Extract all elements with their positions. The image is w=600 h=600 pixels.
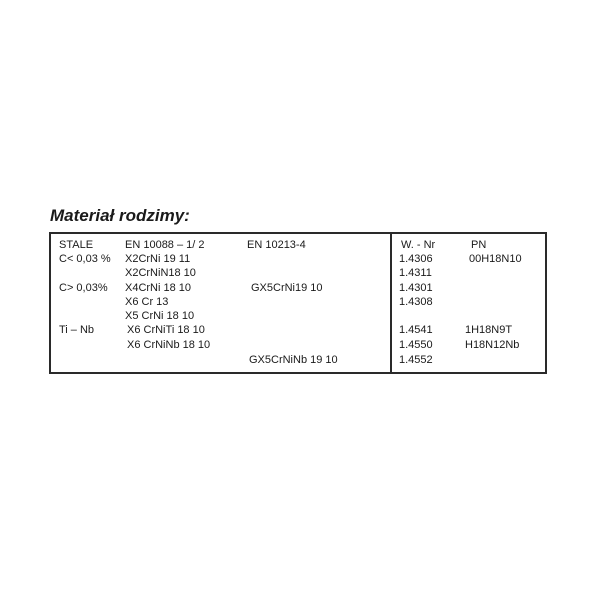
row-pn: H18N12Nb: [465, 339, 520, 351]
header-stale: STALE: [59, 239, 94, 251]
row-group: C< 0,03 %: [59, 253, 111, 265]
row-en10088: X6 Cr 13: [125, 296, 169, 308]
row-wnr: 1.4311: [399, 267, 432, 279]
header-en10088: EN 10088 – 1/ 2: [125, 239, 205, 251]
row-pn: 1H18N9T: [465, 324, 513, 336]
header-en10213: EN 10213-4: [247, 239, 306, 251]
row-wnr: 1.4541: [399, 324, 433, 336]
row-en10213: GX5CrNiNb 19 10: [249, 354, 338, 366]
row-wnr: 1.4308: [399, 296, 433, 308]
header-wnr: W. - Nr: [401, 239, 436, 251]
row-group: Ti – Nb: [59, 324, 95, 336]
row-en10088: X2CrNi 19 11: [125, 253, 191, 265]
row-pn: 00H18N10: [469, 253, 522, 265]
row-en10088: X4CrNi 18 10: [125, 282, 192, 294]
row-wnr: 1.4301: [399, 282, 433, 294]
row-en10088: X2CrNiN18 10: [125, 267, 196, 279]
row-group: C> 0,03%: [59, 282, 108, 294]
materials-table: [49, 232, 547, 374]
row-en10213: GX5CrNi19 10: [251, 282, 323, 294]
header-pn: PN: [471, 239, 487, 251]
row-en10088: X6 CrNiNb 18 10: [127, 339, 211, 351]
row-wnr: 1.4306: [399, 253, 433, 265]
column-divider: [390, 234, 392, 372]
row-wnr: 1.4552: [399, 354, 433, 366]
row-en10088: X6 CrNiTi 18 10: [127, 324, 205, 336]
row-en10088: X5 CrNi 18 10: [125, 310, 195, 322]
row-wnr: 1.4550: [399, 339, 433, 351]
section-heading: Materiał rodzimy:: [50, 206, 190, 225]
